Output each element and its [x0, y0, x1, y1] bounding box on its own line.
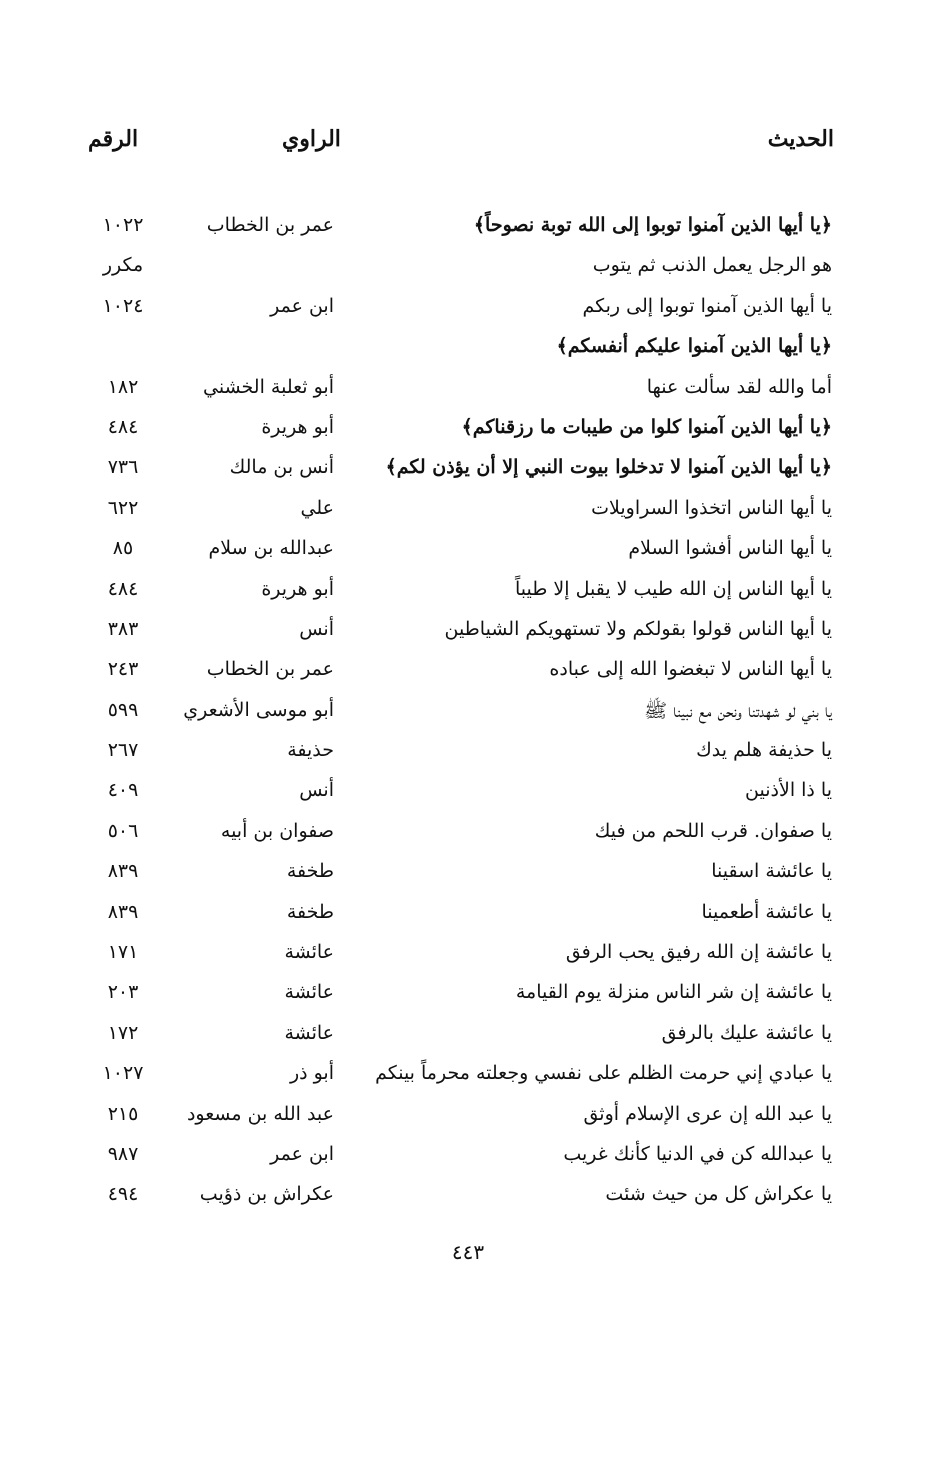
hadith-text: أما والله لقد سألت عنها: [646, 375, 832, 398]
column-header: [0, 120, 936, 160]
hadith-text: يا عكراش كل من حيث شئت: [605, 1183, 832, 1206]
hadith-number: ١٠٢٧: [102, 1062, 144, 1085]
narrator-name: أبو هريرة: [261, 577, 334, 600]
narrator-name: عمر بن الخطاب: [206, 658, 334, 681]
table-row: [0, 1097, 936, 1137]
hadith-number: ١٠٢٢: [102, 214, 144, 236]
hadith-text: هو الرجل يعمل الذنب ثم يتوب: [592, 254, 832, 277]
narrator-name: طخفة: [286, 860, 334, 883]
table-row: [0, 208, 936, 248]
hadith-text: يا عبدالله كن في الدنيا كأنك غريب: [563, 1142, 832, 1165]
table-row: [0, 531, 936, 571]
hadith-number: ٨٥: [112, 537, 134, 560]
hadith-number: ٣٨٣: [107, 617, 139, 640]
table-row: [0, 1056, 936, 1096]
narrator-name: عائشة: [284, 941, 334, 964]
narrator-name: أنس بن مالك: [229, 456, 334, 479]
narrator-name: أبو ذر: [289, 1062, 334, 1085]
header-rawi: الراوي: [282, 126, 341, 152]
narrator-name: عائشة: [284, 981, 334, 1004]
hadith-text: يا عائشة عليك بالرفق: [661, 1021, 832, 1044]
hadith-text: يا أيها الذين آمنوا توبوا إلى ربكم: [582, 294, 832, 317]
hadith-text: ﴿يا أيها الذين آمنوا عليكم أنفسكم﴾: [556, 335, 832, 358]
hadith-number: ٤٨٤: [107, 577, 139, 600]
hadith-number: ١٧٢: [107, 1021, 139, 1044]
hadith-number: ٥٠٦: [107, 819, 139, 842]
hadith-text: ﴿يا أيها الذين آمنوا كلوا من طيبات ما رزقناكم﴾: [461, 415, 832, 438]
hadith-number: ٥٩٩: [107, 698, 139, 721]
hadith-text: يا أيها الناس اتخذوا السراويلات: [591, 496, 832, 519]
table-row: [0, 248, 936, 288]
hadith-text: يا صفوان. قرب اللحم من فيك: [594, 819, 832, 842]
table-row: [0, 1016, 936, 1056]
hadith-text: يا أيها الناس أفشوا السلام: [628, 537, 832, 560]
narrator-name: عبد الله بن مسعود: [186, 1102, 334, 1125]
narrator-name: أبو هريرة: [261, 415, 334, 438]
index-table: [0, 208, 936, 1218]
hadith-number: ١٨٢: [107, 375, 139, 398]
narrator-name: ابن عمر: [270, 1142, 334, 1165]
narrator-name: حذيفة: [287, 739, 334, 762]
hadith-text: يا عائشة إن شر الناس منزلة يوم القيامة: [515, 981, 832, 1004]
table-row: [0, 491, 936, 531]
table-row: [0, 1177, 936, 1217]
narrator-name: أبو موسى الأشعري: [183, 698, 334, 721]
table-row: [0, 814, 936, 854]
hadith-number: ٤٩٤: [107, 1183, 139, 1206]
hadith-number: ٤٠٩: [107, 779, 139, 802]
hadith-number: مكرر: [102, 254, 144, 277]
table-row: [0, 854, 936, 894]
hadith-text: يا أيها الناس قولوا بقولكم ولا تستهويكم الشياطين: [444, 617, 832, 640]
table-row: [0, 370, 936, 410]
hadith-number: ٤٨٤: [107, 415, 139, 438]
hadith-text: يا عائشة اسقينا: [711, 860, 832, 883]
hadith-number: ١٧١: [107, 941, 139, 964]
narrator-name: عمر بن الخطاب: [206, 214, 334, 236]
table-row: [0, 572, 936, 612]
hadith-text: ﴿يا أيها الذين آمنوا لا تدخلوا بيوت النبي إلا أن يؤذن لكم﴾: [385, 456, 832, 479]
hadith-number: ٦٢٢: [107, 496, 139, 519]
narrator-name: طخفة: [286, 900, 334, 923]
header-hadith: الحديث: [767, 126, 834, 152]
hadith-text: يا عائشة أطعمينا: [701, 900, 832, 923]
table-row: [0, 612, 936, 652]
narrator-name: عائشة: [284, 1021, 334, 1044]
narrator-name: عكراش بن ذؤيب: [199, 1183, 334, 1206]
hadith-number: ٢١٥: [107, 1102, 139, 1125]
table-row: [0, 773, 936, 813]
hadith-text: يا ذا الأذنين: [745, 779, 832, 802]
narrator-name: أنس: [299, 617, 334, 640]
hadith-text: يا بني لو شهدتنا ونحن مع نبينا ﷺ: [644, 699, 832, 722]
narrator-name: أبو ثعلبة الخشني: [203, 375, 334, 398]
narrator-name: علي: [300, 496, 334, 519]
narrator-name: أنس: [299, 779, 334, 802]
hadith-number: ٢٠٣: [107, 981, 139, 1004]
table-row: [0, 693, 936, 733]
hadith-text: يا أيها الناس لا تبغضوا الله إلى عباده: [549, 658, 832, 681]
table-row: [0, 733, 936, 773]
hadith-number: ٩٨٧: [107, 1142, 139, 1165]
table-row: [0, 975, 936, 1015]
hadith-text: ﴿يا أيها الذين آمنوا توبوا إلى الله توبة نصوحاً﴾: [473, 214, 832, 236]
narrator-name: عبدالله بن سلام: [208, 537, 334, 560]
hadith-number: ٢٤٣: [107, 658, 139, 681]
hadith-text: يا حذيفة هلم يدك: [696, 739, 832, 762]
hadith-text: يا عائشة إن الله رفيق يحب الرفق: [565, 941, 832, 964]
table-row: [0, 450, 936, 490]
hadith-text: يا عبد الله إن عرى الإسلام أوثق: [583, 1102, 832, 1125]
hadith-number: ٨٣٩: [107, 900, 139, 923]
table-row: [0, 289, 936, 329]
header-number: الرقم: [88, 126, 139, 152]
hadith-text: يا أيها الناس إن الله طيب لا يقبل إلا طيباً: [515, 577, 832, 600]
hadith-number: ٨٣٩: [107, 860, 139, 883]
hadith-number: ١٠٢٤: [102, 294, 144, 317]
hadith-number: ٧٣٦: [107, 456, 139, 479]
table-row: [0, 652, 936, 692]
table-row: [0, 895, 936, 935]
table-row: [0, 410, 936, 450]
table-row: [0, 1137, 936, 1177]
narrator-name: ابن عمر: [270, 294, 334, 317]
narrator-name: صفوان بن أبيه: [220, 819, 334, 842]
table-row: [0, 329, 936, 369]
table-row: [0, 935, 936, 975]
hadith-text: يا عبادي إني حرمت الظلم على نفسي وجعلته محرماً بينكم: [375, 1062, 832, 1085]
hadith-number: ٢٦٧: [107, 739, 139, 762]
page-number: ٤٤٣: [451, 1240, 485, 1264]
